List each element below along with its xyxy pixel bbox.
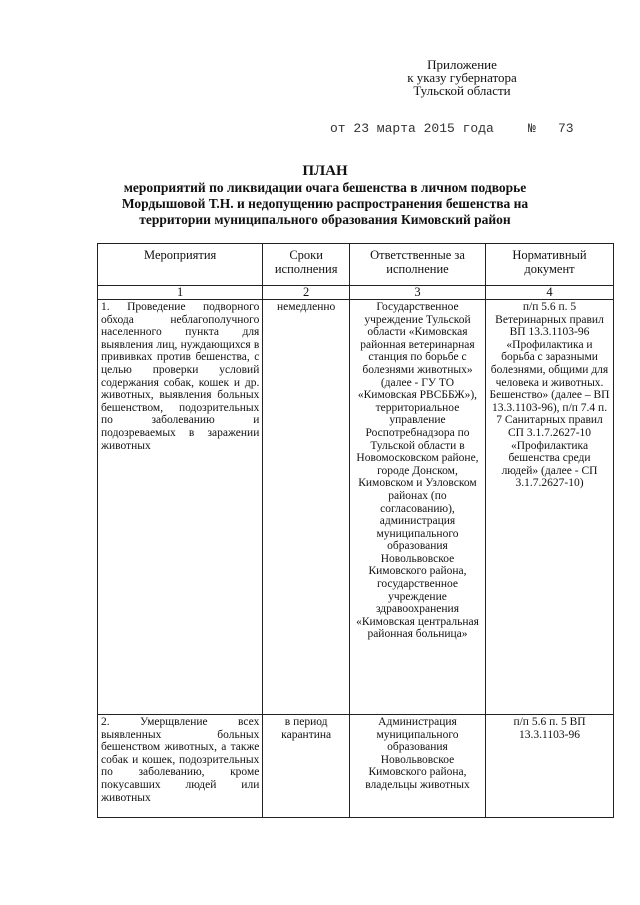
index-4: 4: [486, 286, 614, 300]
row-1-deadline: немедленно: [263, 300, 350, 715]
header-responsible: Ответственные за исполнение: [349, 244, 485, 286]
header-document: Нормативный документ: [486, 244, 614, 286]
header-measures: Мероприятия: [98, 244, 263, 286]
table-header-row: [98, 244, 614, 286]
index-1: 1: [98, 286, 263, 300]
index-2: 2: [263, 286, 350, 300]
row-1-responsible: Государственное учреждение Тульской области «Кимовская районная ветеринарная станция по борьбе с болезнями животных» (далее - ГУ ТО «Кимовская РВСББЖ»), территориальное управление Роспотребнадзора по Тульской области в Новомосковском районе, городе Донском, Кимовском и Узловском районах (по согласованию), администрация муниципального образования Новольвовское Кимовского района, государственное учреждение здравоохранения «Кимовская центральная районная больница»: [349, 300, 485, 715]
index-3: 3: [349, 286, 485, 300]
appendix-header: [362, 58, 562, 97]
row-2-measure: 2. Умерщвление всех выявленных больных бешенством животных, а также собак и кошек, подозрительных по заболеванию, кроме покусавших людей или животных: [98, 715, 263, 818]
decree-number-label: №: [528, 121, 536, 136]
table-row: [98, 715, 614, 818]
row-2-deadline: в период карантина: [263, 715, 350, 818]
table-row: [98, 300, 614, 715]
plan-title-line-2: Мордышовой Т.Н. и недопущению распространения бешенства на: [121, 196, 529, 211]
plan-title-line-3: территории муниципального образования Кимовский район: [139, 212, 511, 227]
plan-title: [110, 162, 540, 228]
table-index-row: [98, 286, 614, 300]
appendix-line-2: к указу губернатора: [407, 70, 517, 85]
decree-number: 73: [558, 121, 574, 136]
plan-title-line-1: мероприятий по ликвидации очага бешенства в личном подворье: [123, 180, 527, 195]
plan-table: [97, 243, 614, 818]
header-deadlines: Сроки исполнения: [263, 244, 350, 286]
plan-title-main: ПЛАН: [302, 163, 348, 179]
decree-date: от 23 марта 2015 года: [330, 121, 494, 136]
decree-reference: [330, 121, 610, 136]
appendix-line-1: Приложение: [427, 57, 497, 72]
row-2-document: п/п 5.6 п. 5 ВП 13.3.1103-96: [486, 715, 614, 818]
row-1-measure: 1. Проведение подворного обхода неблагополучного населенного пункта для выявления лиц, нуждающихся в прививках против бешенства, с целью проверки условий содержания собак, кошек и др. животных, выявления больных бешенством, подозрительных по заболеванию и подозреваемых в заражении животных: [98, 300, 263, 715]
appendix-line-3: Тульской области: [413, 83, 511, 98]
row-1-document: п/п 5.6 п. 5 Ветеринарных правил ВП 13.3.1103-96 «Профилактика и борьба с заразными болезнями, общими для человека и животных. Бешенство» (далее – ВП 13.3.1103-96), п/п 7.4 п. 7 Санитарных правил СП 3.1.7.2627-10 «Профилактика бешенства среди людей» (далее - СП 3.1.7.2627-10): [486, 300, 614, 715]
row-2-responsible: Администрация муниципального образования Новольвовское Кимовского района, владельцы животных: [349, 715, 485, 818]
